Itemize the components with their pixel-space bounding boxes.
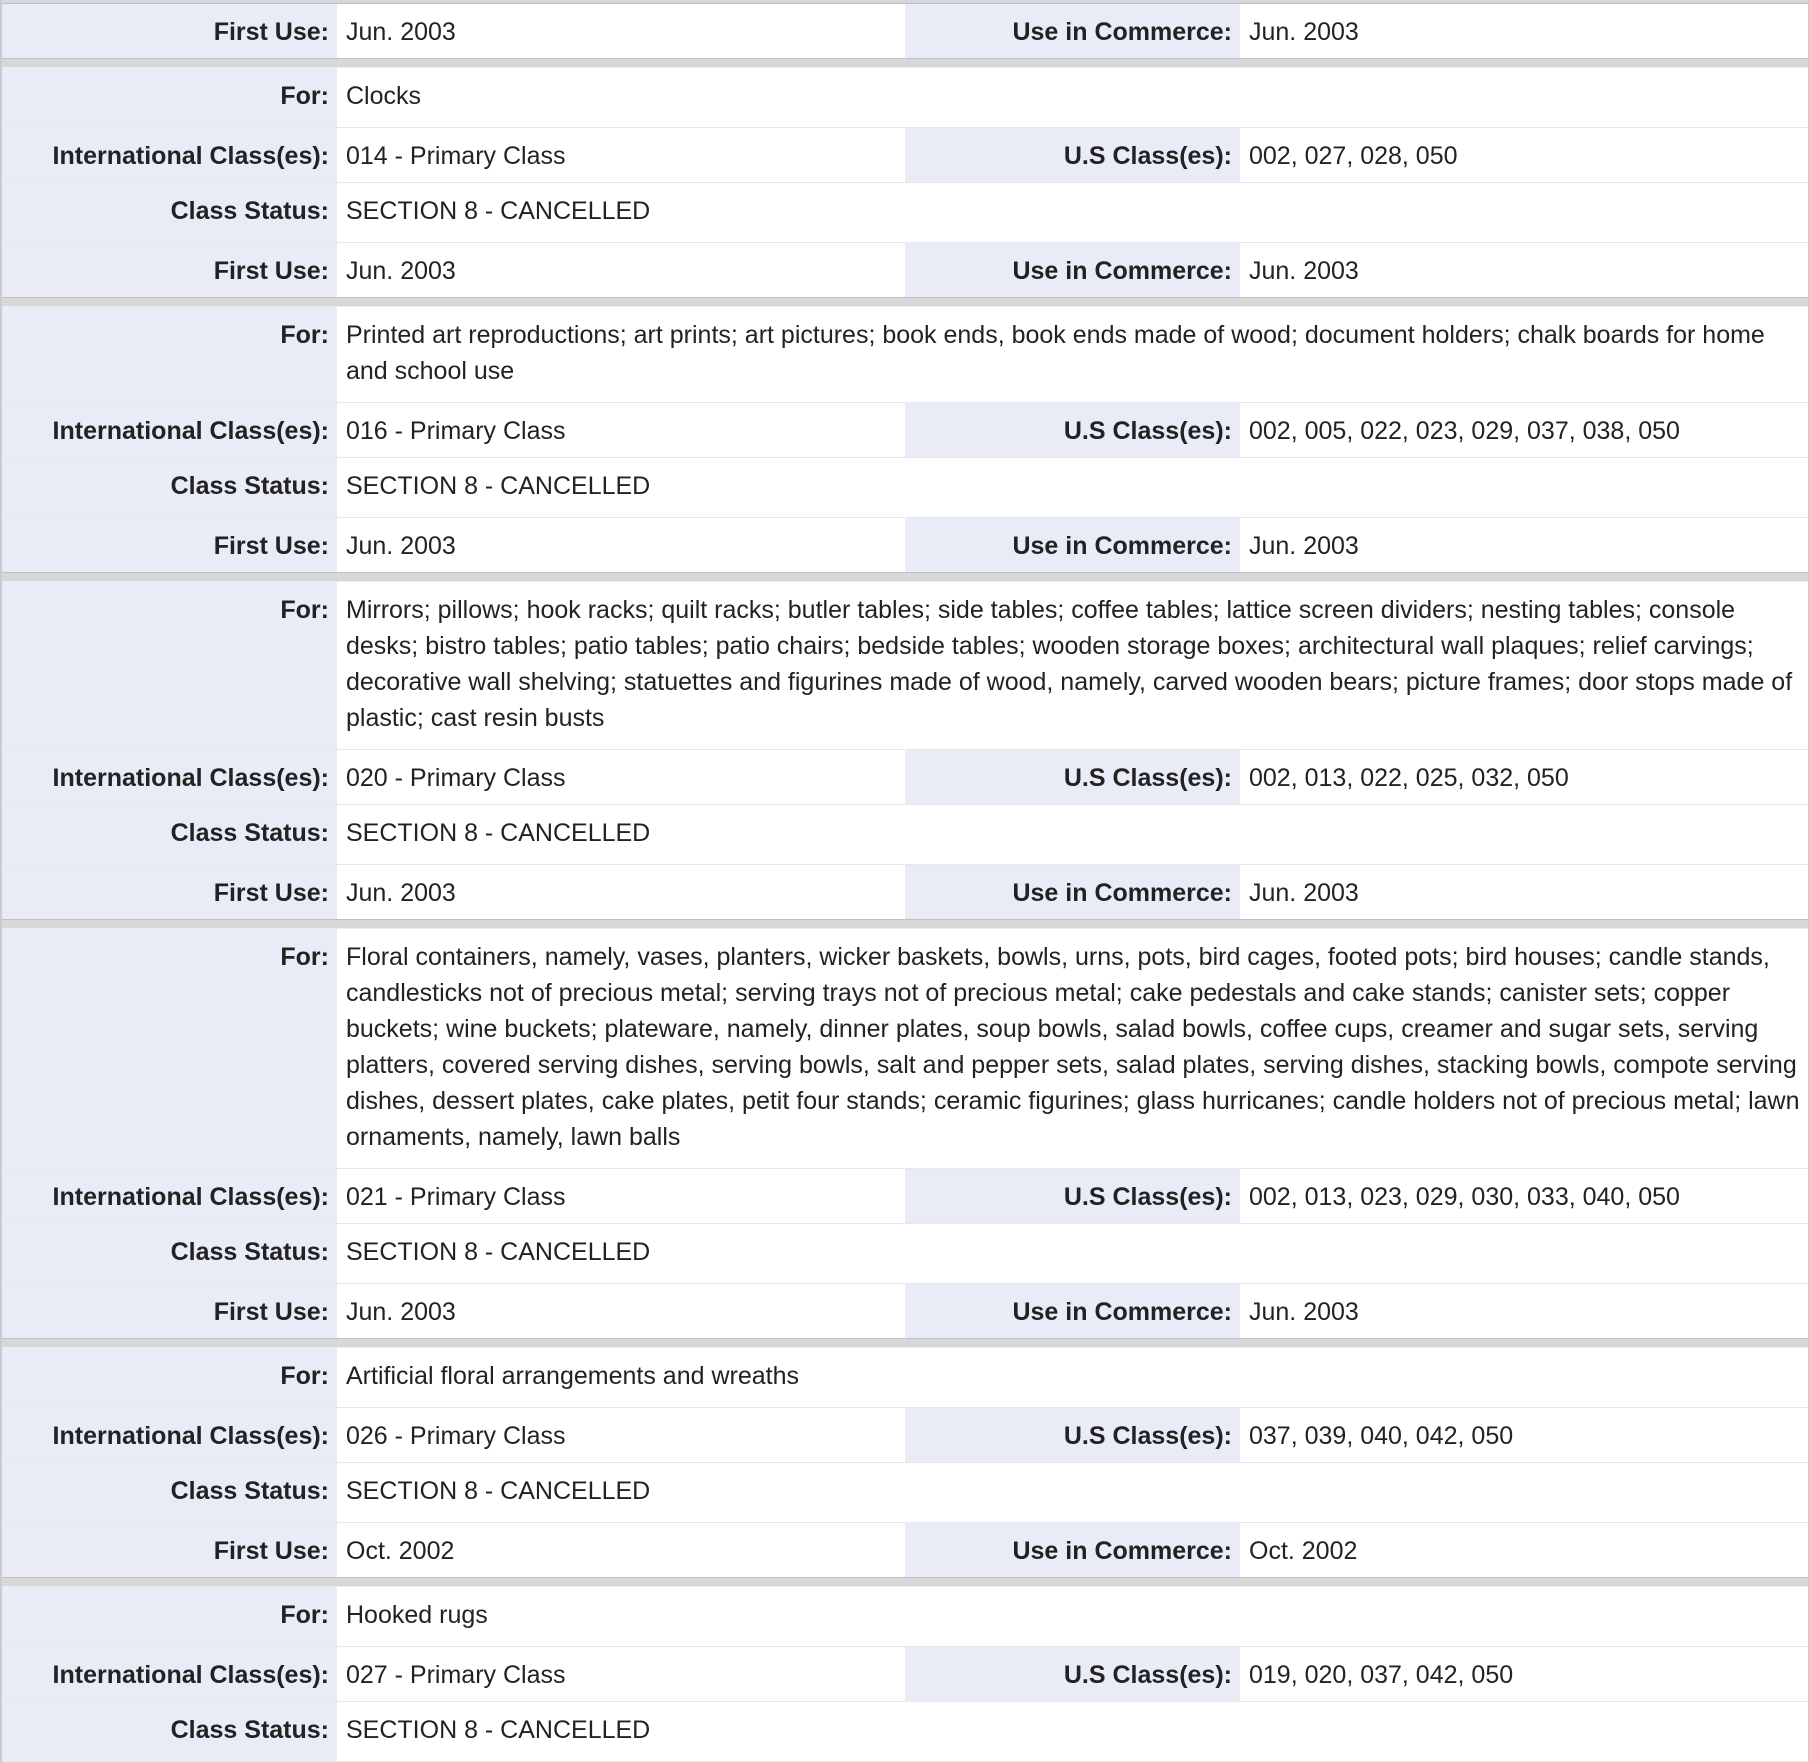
block-separator — [2, 58, 1808, 68]
block-separator — [2, 297, 1808, 307]
class-status-value: SECTION 8 - CANCELLED — [337, 1463, 1808, 1522]
first-use-row — [2, 1523, 1808, 1577]
us-class-label: U.S Class(es): — [905, 1647, 1240, 1701]
class-status-row — [2, 805, 1808, 865]
for-value: Floral containers, namely, vases, planters, wicker baskets, bowls, urns, pots, bird cages, footed pots; bird houses; candle stands, candlesticks not of precious metal; serving trays not of precious metal; cake pedestals and cake stands; canister sets; copper buckets; wine buckets; plateware, namely, dinner plates, soup bowls, salad bowls, coffee cups, creamer and sugar sets, serving platters, covered serving dishes, serving bowls, salt and pepper sets, salad plates, serving dishes, stacking bowls, compote serving dishes, dessert plates, cake plates, petit four stands; ceramic figurines; glass hurricanes; candle holders not of precious metal; lawn ornaments, namely, lawn balls — [337, 929, 1808, 1168]
class-status-row — [2, 1463, 1808, 1523]
class-status-label: Class Status: — [2, 1224, 337, 1283]
first-use-value: Jun. 2003 — [337, 865, 905, 919]
international-class-value: 014 - Primary Class — [337, 128, 905, 182]
for-label: For: — [2, 307, 337, 402]
goods-block-027 — [2, 1587, 1808, 1762]
block-separator — [2, 1577, 1808, 1587]
for-row — [2, 1587, 1808, 1647]
us-class-value: 002, 005, 022, 023, 029, 037, 038, 050 — [1240, 403, 1808, 457]
us-class-value: 002, 013, 022, 025, 032, 050 — [1240, 750, 1808, 804]
class-status-value: SECTION 8 - CANCELLED — [337, 1224, 1808, 1283]
international-class-row — [2, 403, 1808, 458]
goods-block-020 — [2, 582, 1808, 919]
international-class-value: 020 - Primary Class — [337, 750, 905, 804]
for-value: Artificial floral arrangements and wreaths — [337, 1348, 1808, 1407]
use-in-commerce-value: Jun. 2003 — [1240, 1284, 1808, 1338]
goods-block-021 — [2, 929, 1808, 1338]
us-class-label: U.S Class(es): — [905, 128, 1240, 182]
goods-block-026 — [2, 1348, 1808, 1577]
class-status-label: Class Status: — [2, 1702, 337, 1761]
first-use-row — [2, 243, 1808, 297]
block-separator — [2, 1338, 1808, 1348]
for-row — [2, 307, 1808, 403]
use-in-commerce-value: Oct. 2002 — [1240, 1523, 1808, 1577]
use-in-commerce-label: Use in Commerce: — [905, 865, 1240, 919]
class-status-label: Class Status: — [2, 1463, 337, 1522]
international-class-label: International Class(es): — [2, 403, 337, 457]
class-status-label: Class Status: — [2, 805, 337, 864]
use-in-commerce-value: Jun. 2003 — [1240, 865, 1808, 919]
for-label: For: — [2, 929, 337, 1168]
use-in-commerce-label: Use in Commerce: — [905, 1523, 1240, 1577]
first-use-row — [2, 1284, 1808, 1338]
class-status-value: SECTION 8 - CANCELLED — [337, 805, 1808, 864]
us-class-label: U.S Class(es): — [905, 403, 1240, 457]
international-class-row — [2, 750, 1808, 805]
us-class-value: 002, 013, 023, 029, 030, 033, 040, 050 — [1240, 1169, 1808, 1223]
block-separator — [2, 919, 1808, 929]
us-class-label: U.S Class(es): — [905, 1169, 1240, 1223]
first-use-row — [2, 518, 1808, 572]
international-class-label: International Class(es): — [2, 1169, 337, 1223]
for-label: For: — [2, 582, 337, 749]
for-row — [2, 582, 1808, 750]
us-class-label: U.S Class(es): — [905, 750, 1240, 804]
first-use-label: First Use: — [2, 1284, 337, 1338]
first-use-value: Oct. 2002 — [337, 1523, 905, 1577]
for-value: Printed art reproductions; art prints; art pictures; book ends, book ends made of wood; document holders; chalk boards for home and school use — [337, 307, 1808, 402]
first-use-label: First Use: — [2, 865, 337, 919]
international-class-value: 016 - Primary Class — [337, 403, 905, 457]
for-label: For: — [2, 1587, 337, 1646]
first-use-label: First Use: — [2, 4, 337, 58]
international-class-row — [2, 1408, 1808, 1463]
first-use-value: Jun. 2003 — [337, 518, 905, 572]
goods-block-016 — [2, 307, 1808, 572]
international-class-label: International Class(es): — [2, 1408, 337, 1462]
class-status-row — [2, 458, 1808, 518]
international-class-row — [2, 1647, 1808, 1702]
for-row — [2, 929, 1808, 1169]
for-value: Mirrors; pillows; hook racks; quilt racks; butler tables; side tables; coffee tables; lattice screen dividers; nesting tables; console desks; bistro tables; patio tables; patio chairs; bedside tables; wooden storage boxes; architectural wall plaques; relief carvings; decorative wall shelving; statuettes and figurines made of wood, namely, carved wooden bears; picture frames; door stops made of plastic; cast resin busts — [337, 582, 1808, 749]
class-status-label: Class Status: — [2, 183, 337, 242]
us-class-value: 019, 020, 037, 042, 050 — [1240, 1647, 1808, 1701]
international-class-row — [2, 128, 1808, 183]
international-class-value: 027 - Primary Class — [337, 1647, 905, 1701]
use-in-commerce-value: Jun. 2003 — [1240, 4, 1808, 58]
use-in-commerce-label: Use in Commerce: — [905, 243, 1240, 297]
first-use-row — [2, 4, 1808, 58]
first-use-value: Jun. 2003 — [337, 243, 905, 297]
class-status-row — [2, 1702, 1808, 1762]
first-use-label: First Use: — [2, 243, 337, 297]
class-status-value: SECTION 8 - CANCELLED — [337, 458, 1808, 517]
first-use-value: Jun. 2003 — [337, 1284, 905, 1338]
international-class-value: 021 - Primary Class — [337, 1169, 905, 1223]
use-in-commerce-label: Use in Commerce: — [905, 518, 1240, 572]
us-class-value: 037, 039, 040, 042, 050 — [1240, 1408, 1808, 1462]
for-value: Hooked rugs — [337, 1587, 1808, 1646]
use-in-commerce-label: Use in Commerce: — [905, 4, 1240, 58]
class-status-row — [2, 1224, 1808, 1284]
block-separator — [2, 572, 1808, 582]
use-in-commerce-value: Jun. 2003 — [1240, 518, 1808, 572]
class-status-value: SECTION 8 - CANCELLED — [337, 183, 1808, 242]
class-status-row — [2, 183, 1808, 243]
us-class-value: 002, 027, 028, 050 — [1240, 128, 1808, 182]
international-class-label: International Class(es): — [2, 1647, 337, 1701]
goods-block-014 — [2, 68, 1808, 297]
use-in-commerce-value: Jun. 2003 — [1240, 243, 1808, 297]
for-value: Clocks — [337, 68, 1808, 127]
international-class-label: International Class(es): — [2, 128, 337, 182]
first-use-label: First Use: — [2, 1523, 337, 1577]
international-class-value: 026 - Primary Class — [337, 1408, 905, 1462]
class-status-label: Class Status: — [2, 458, 337, 517]
first-use-row — [2, 865, 1808, 919]
for-row — [2, 1348, 1808, 1408]
first-use-label: First Use: — [2, 518, 337, 572]
international-class-label: International Class(es): — [2, 750, 337, 804]
for-row — [2, 68, 1808, 128]
for-label: For: — [2, 1348, 337, 1407]
us-class-label: U.S Class(es): — [905, 1408, 1240, 1462]
use-in-commerce-label: Use in Commerce: — [905, 1284, 1240, 1338]
class-status-value: SECTION 8 - CANCELLED — [337, 1702, 1808, 1761]
international-class-row — [2, 1169, 1808, 1224]
for-label: For: — [2, 68, 337, 127]
first-use-value: Jun. 2003 — [337, 4, 905, 58]
